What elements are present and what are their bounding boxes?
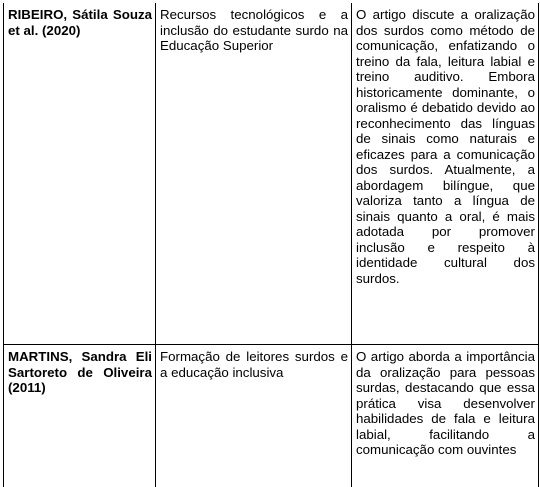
table-row <box>4 3 539 345</box>
references-table <box>3 2 539 487</box>
page-top-edge <box>0 0 540 3</box>
summary-cell: O artigo aborda a importância da oralização para pessoas surdas, destacando que essa prática visa desenvolver habilidades de fala e leitura labial, facilitando a comunicação com ouvintes <box>352 345 539 487</box>
author-cell: MARTINS, Sandra Eli Sartoreto de Oliveira (2011) <box>4 345 156 487</box>
title-cell: Formação de leitores surdos e a educação inclusiva <box>156 345 352 487</box>
table-row <box>4 345 539 487</box>
summary-cell: O artigo discute a oralização dos surdos como método de comunicação, enfatizando o treino da fala, leitura labial e treino auditivo. Embora historicamente dominante, o oralismo é debatido devido ao reconhecimento das línguas de sinais como naturais e eficazes para a comunicação dos surdos. Atualmente, a abordagem bilíngue, que valoriza tanto a língua de sinais quanto a oral, é mais adotada por promover inclusão e respeito à identidade cultural dos surdos. <box>352 3 539 345</box>
author-cell: RIBEIRO, Sátila Souza et al. (2020) <box>4 3 156 345</box>
title-cell: Recursos tecnológicos e a inclusão do estudante surdo na Educação Superior <box>156 3 352 345</box>
